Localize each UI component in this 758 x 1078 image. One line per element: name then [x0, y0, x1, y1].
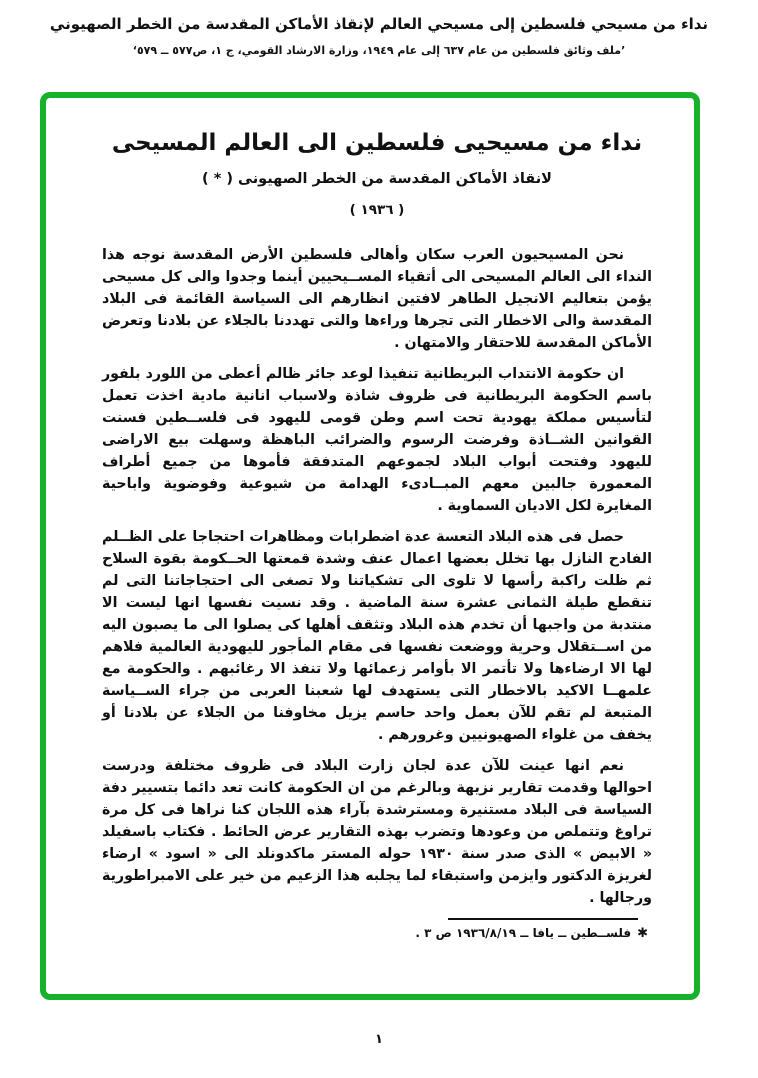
footnote-star-icon: ✱ [637, 926, 648, 941]
document-content [46, 98, 694, 994]
page-header [0, 0, 758, 58]
header-title: نداء من مسيحي فلسطين إلى مسيحي العالم لإنقاذ الأماكن المقدسة من الخطر الصهيوني [49, 15, 709, 33]
footnote [102, 926, 652, 941]
footnote-separator [448, 918, 638, 920]
doc-body [102, 244, 652, 909]
footnote-area [102, 918, 652, 941]
doc-year: ( ١٩٣٦ ) [349, 202, 405, 218]
doc-title: نداء من مسيحيى فلسطين الى العالم المسيحى [111, 130, 643, 156]
footnote-text: فلســطين ــ يافا ــ ١٩٣٦/٨/١٩ ص ٣ . [415, 926, 632, 940]
paragraph-1: نحن المسيحيون العرب سكان وأهالى فلسطين الأرض المقدسة نوجه هذا النداء الى العالم المسيحى الى أتقياء المســيحيين أينما وجدوا والى كل مسيحى يؤمن بتعاليم الانجيل الطاهر لافتين انظارهم الى السياسة القائمة فى البلاد المقدسة والى الاخطار التى تجرها وراءها والتى تهددنا بالجلاء عن بلادنا وتعرض الأماكن المقدسة للاحتقار والامتهان . [102, 247, 652, 351]
paragraph-4: نعم انها عينت للآن عدة لجان زارت البلاد فى ظروف مختلفة ودرست احوالها وقدمت تقارير نزيهة وبالرغم من ان الحكومة كانت تعد دائما بتسيير دفة السياسة فى البلاد مستنيرة ومسترشدة بآراء هذه اللجان كنا نراها فى كل مرة تراوغ وتتملص من وعودها وتضرب بهذه التقارير عرض الحائط . فكتاب باسفيلد « الابيض » الذى صدر سنة ١٩٣٠ حوله المستر ماكدونلد الى « اسود » ارضاء لغريزة الدكتور وايزمن واستبقاء لما يجلبه هذا الزعيم من خير على الامبراطورية ورجالها . [102, 758, 652, 906]
paragraph-2: ان حكومة الانتداب البريطانية تنفيذا لوعد جائر ظالم أعطى من اللورد بلفور باسم الحكومة البريطانية فى ظروف شاذة ولاسباب انانية مادية اخذت تعمل لتأسيس مملكة يهودية تحت اسم وطن قومى لليهود فى فلســطين فسنت القوانين الشــاذة وفرضت الرسوم والضرائب الباهظة وسهلت بيع الاراضى لليهود وفتحت أبواب البلاد لجموعهم المتدفقة فأموها من جميع أطراف المعمورة جالبين معهم المبــادىء الهدامة من شيوعية وفوضوية واباحية المغايرة لكل الاديان السماوية . [102, 366, 652, 514]
doc-subtitle: لانقاذ الأماكن المقدسة من الخطر الصهيونى ( * ) [202, 171, 552, 187]
paragraph-3: حصل فى هذه البلاد التعسة عدة اضطرابات ومظاهرات احتجاجا على الظــلم الفادح النازل بها تخلل بعضها اعمال عنف وشدة قمعتها الحــكومة بقوة السلاح ثم ظلت راكبة رأسها لا تلوى الى تشكياتنا ولا تصغى الى احتجاجاتنا التى لم تنقطع طيلة الثمانى عشرة سنة الماضية . وقد نسيت نفسها انها ليست الا منتدبة من واجبها أن تخدم هذه البلاد وتثقف أهلها كى يصلوا الى ما يصبون اليه من اســتقلال وحرية ووضعت نفسها فى مقام المأجور لليهودية العالمية فلاهم لها الا ارضاءها ولا تأتمر الا بأوامر زعمائها ولا تنفذ الا رغائبهم . والحكومة مع علمهــا الاكيد بالاخطار التى يستهدف لها شعبنا العربى من جراء الســياسة المتبعة لم تقم للآن بعمل واحد حاسم يزيل مخاوفنا من الجلاء عن بلادنا أو يخفف من غلواء الصهيونيين وغرورهم . [102, 529, 652, 743]
document-frame [40, 92, 700, 1000]
page-number: ١ [375, 1032, 383, 1047]
header-source-citation: ’ملف وثائق فلسطين من عام ٦٣٧ إلى عام ١٩٤٩، وزارة الارشاد القومي، ج ١، ص٥٧٧ ــ ٥٧٩‘ [132, 44, 626, 57]
